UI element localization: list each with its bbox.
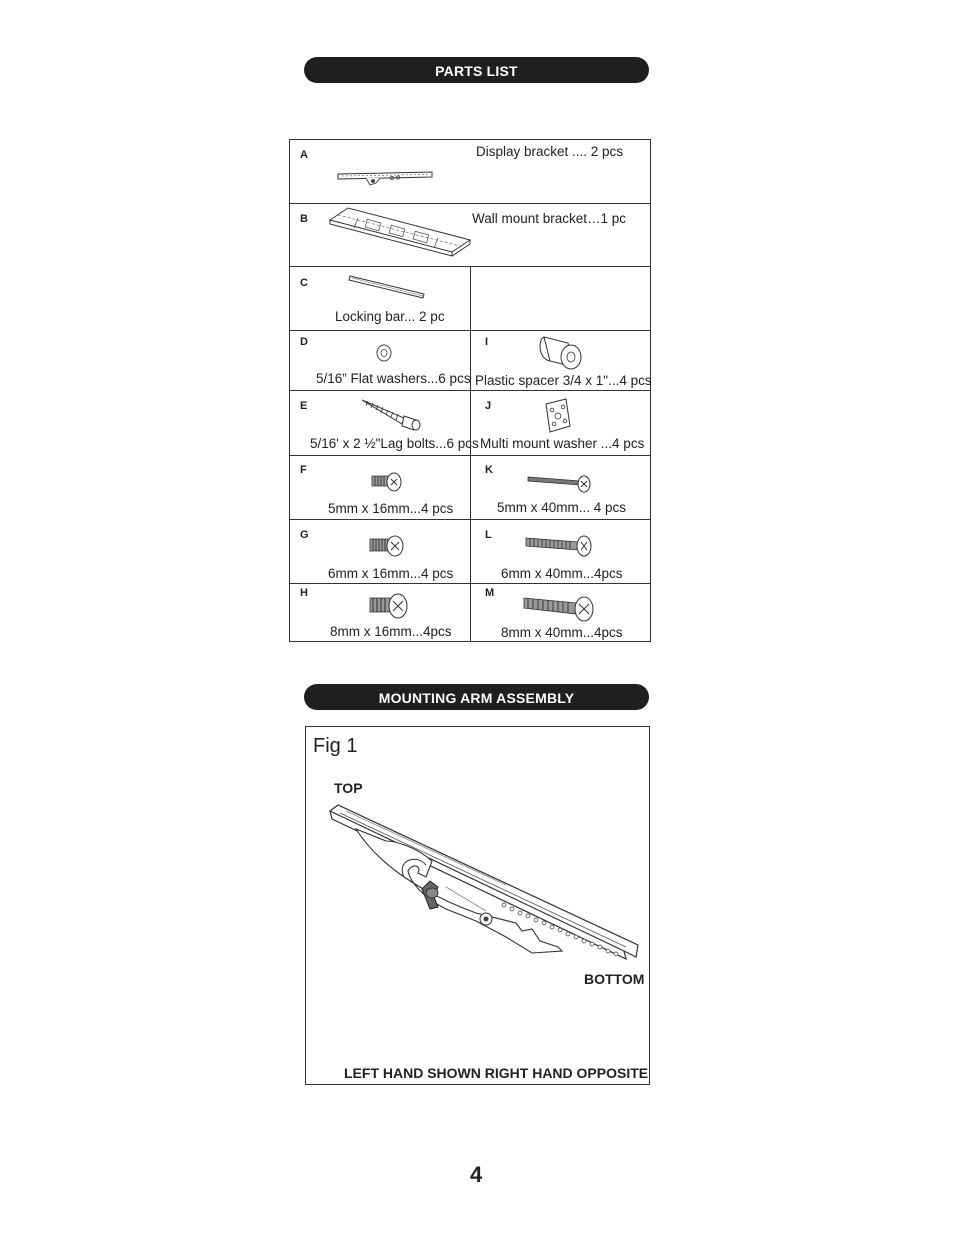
wall-mount-bracket-icon (328, 206, 472, 262)
part-label: 5/16' x 2 ½"Lag bolts...6 pcs (310, 436, 479, 451)
part-label: 6mm x 40mm...4pcs (501, 566, 623, 581)
part-letter: A (300, 149, 308, 161)
locking-bar-icon (348, 272, 428, 302)
plastic-spacer-icon (534, 333, 590, 375)
figure-title: Fig 1 (313, 735, 358, 757)
page-number: 4 (470, 1162, 483, 1187)
figure-1 (305, 726, 650, 1085)
row-divider (290, 203, 650, 204)
part-letter: H (300, 587, 308, 599)
bottom-label: BOTTOM (584, 971, 645, 987)
part-label: 8mm x 40mm...4pcs (501, 625, 623, 640)
lag-bolt-icon (360, 394, 426, 434)
part-letter: F (300, 464, 307, 476)
screw-icon (370, 470, 404, 494)
part-label: 5mm x 16mm...4 pcs (328, 501, 454, 516)
mounting-arm-assembly-header: MOUNTING ARM ASSEMBLY (304, 684, 649, 710)
part-letter: E (300, 400, 308, 412)
long-screw-icon (522, 590, 598, 624)
part-letter: K (485, 464, 493, 476)
part-label: 5/16” Flat washers...6 pcs (316, 371, 471, 386)
part-letter: B (300, 213, 308, 225)
part-letter: J (485, 400, 492, 412)
long-screw-icon (526, 470, 594, 494)
screw-icon (368, 590, 410, 622)
part-letter: D (300, 336, 308, 348)
part-label: Display bracket .... 2 pcs (476, 144, 624, 159)
part-letter: L (485, 529, 492, 541)
figure-note: LEFT HAND SHOWN RIGHT HAND OPPOSITE (344, 1065, 649, 1081)
long-screw-icon (524, 530, 596, 558)
part-label: 8mm x 16mm...4pcs (330, 624, 452, 639)
top-label: TOP (334, 780, 363, 796)
part-label: 5mm x 40mm... 4 pcs (497, 500, 627, 515)
part-letter: C (300, 277, 308, 289)
parts-list-header: PARTS LIST (304, 57, 649, 83)
part-label: Wall mount bracket…1 pc (472, 211, 627, 226)
part-letter: G (300, 529, 309, 541)
part-label: Locking bar... 2 pc (335, 309, 445, 324)
display-bracket-icon (336, 166, 436, 190)
flat-washer-icon (374, 342, 394, 364)
part-label: Plastic spacer 3/4 x 1"...4 pcs (475, 373, 652, 388)
screw-icon (368, 532, 406, 560)
parts-list-table (289, 139, 651, 642)
part-letter: M (485, 587, 495, 599)
mounting-arm-illustration (326, 801, 646, 971)
multi-mount-washer-icon (540, 396, 574, 436)
part-label: Multi mount washer ...4 pcs (480, 436, 645, 451)
column-divider (470, 266, 471, 641)
part-label: 6mm x 16mm...4 pcs (328, 566, 454, 581)
part-letter: I (485, 336, 489, 348)
